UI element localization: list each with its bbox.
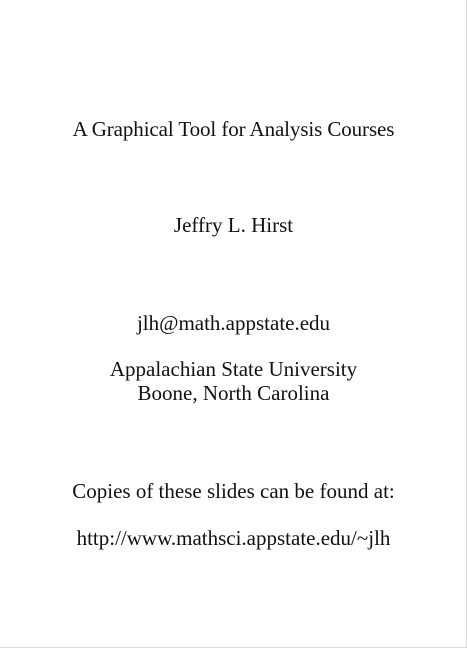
affiliation-line-2: Boone, North Carolina xyxy=(137,381,330,405)
copies-note: Copies of these slides can be found at: xyxy=(72,479,395,503)
author-name: Jeffry L. Hirst xyxy=(173,213,294,237)
affiliation-line-1: Appalachian State University xyxy=(109,357,358,381)
slides-url: http://www.mathsci.appstate.edu/~jlh xyxy=(76,526,391,550)
author-email: jlh@math.appstate.edu xyxy=(136,311,331,335)
slide-title: A Graphical Tool for Analysis Courses xyxy=(72,117,395,141)
